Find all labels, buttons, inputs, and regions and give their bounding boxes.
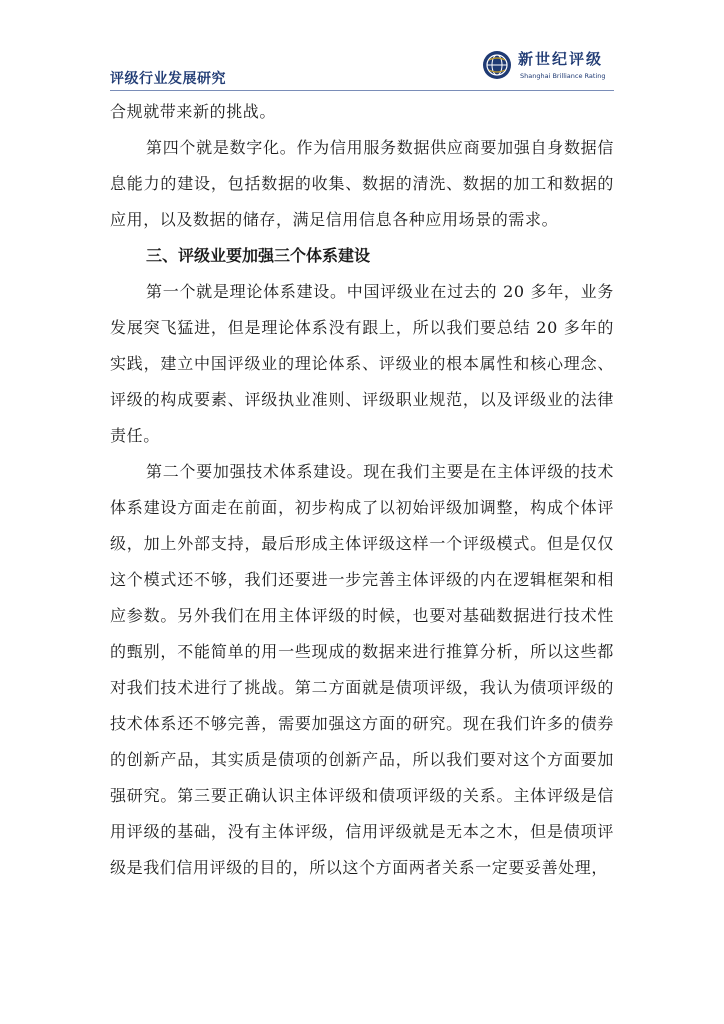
globe-logo-icon [482,50,512,80]
page-header [110,40,614,90]
document-body [110,94,614,886]
paragraph-technology-system: 第二个要加强技术体系建设。现在我们主要是在主体评级的技术体系建设方面走在前面，初步构成了以初始评级加调整，构成个体评级，加上外部支持，最后形成主体评级这样一个评级模式。但是仅仅这个模式还不够，我们还要进一步完善主体评级的内在逻辑框架和相应参数。另外我们在用主体评级的时候，也要对基础数据进行技术性的甄别，不能简单的用一些现成的数据来进行推算分析，所以这些都对我们技术进行了挑战。第二方面就是债项评级，我认为债项评级的技术体系还不够完善，需要加强这方面的研究。现在我们许多的债券的创新产品，其实质是债项的创新产品，所以我们要对这个方面要加强研究。第三要正确认识主体评级和债项评级的关系。主体评级是信用评级的基础，没有主体评级，信用评级就是无本之木，但是债项评级是我们信用评级的目的，所以这个方面两者关系一定要妥善处理， [110,462,614,877]
paragraph-theory-system: 第一个就是理论体系建设。中国评级业在过去的 20 多年，业务发展突飞猛进，但是理论体系没有跟上，所以我们要总结 20 多年的实践，建立中国评级业的理论体系、评级业的根本属性和核心理念、评级的构成要素、评级执业准则、评级职业规范，以及评级业的法律责任。 [110,282,614,445]
section-heading: 三、评级业要加强三个体系建设 [146,246,371,265]
logo-chinese-name: 新世纪评级 [518,50,604,68]
company-logo [482,44,614,84]
paragraph-continuation: 合规就带来新的挑战。 [110,102,277,121]
logo-english-name: Shanghai Brilliance Rating [520,72,606,80]
paragraph-digitalization: 第四个就是数字化。作为信用服务数据供应商要加强自身数据信息能力的建设，包括数据的收集、数据的清洗、数据的加工和数据的应用，以及数据的储存，满足信用信息各种应用场景的需求。 [110,138,614,229]
header-title: 评级行业发展研究 [110,71,226,87]
header-divider [110,90,614,91]
